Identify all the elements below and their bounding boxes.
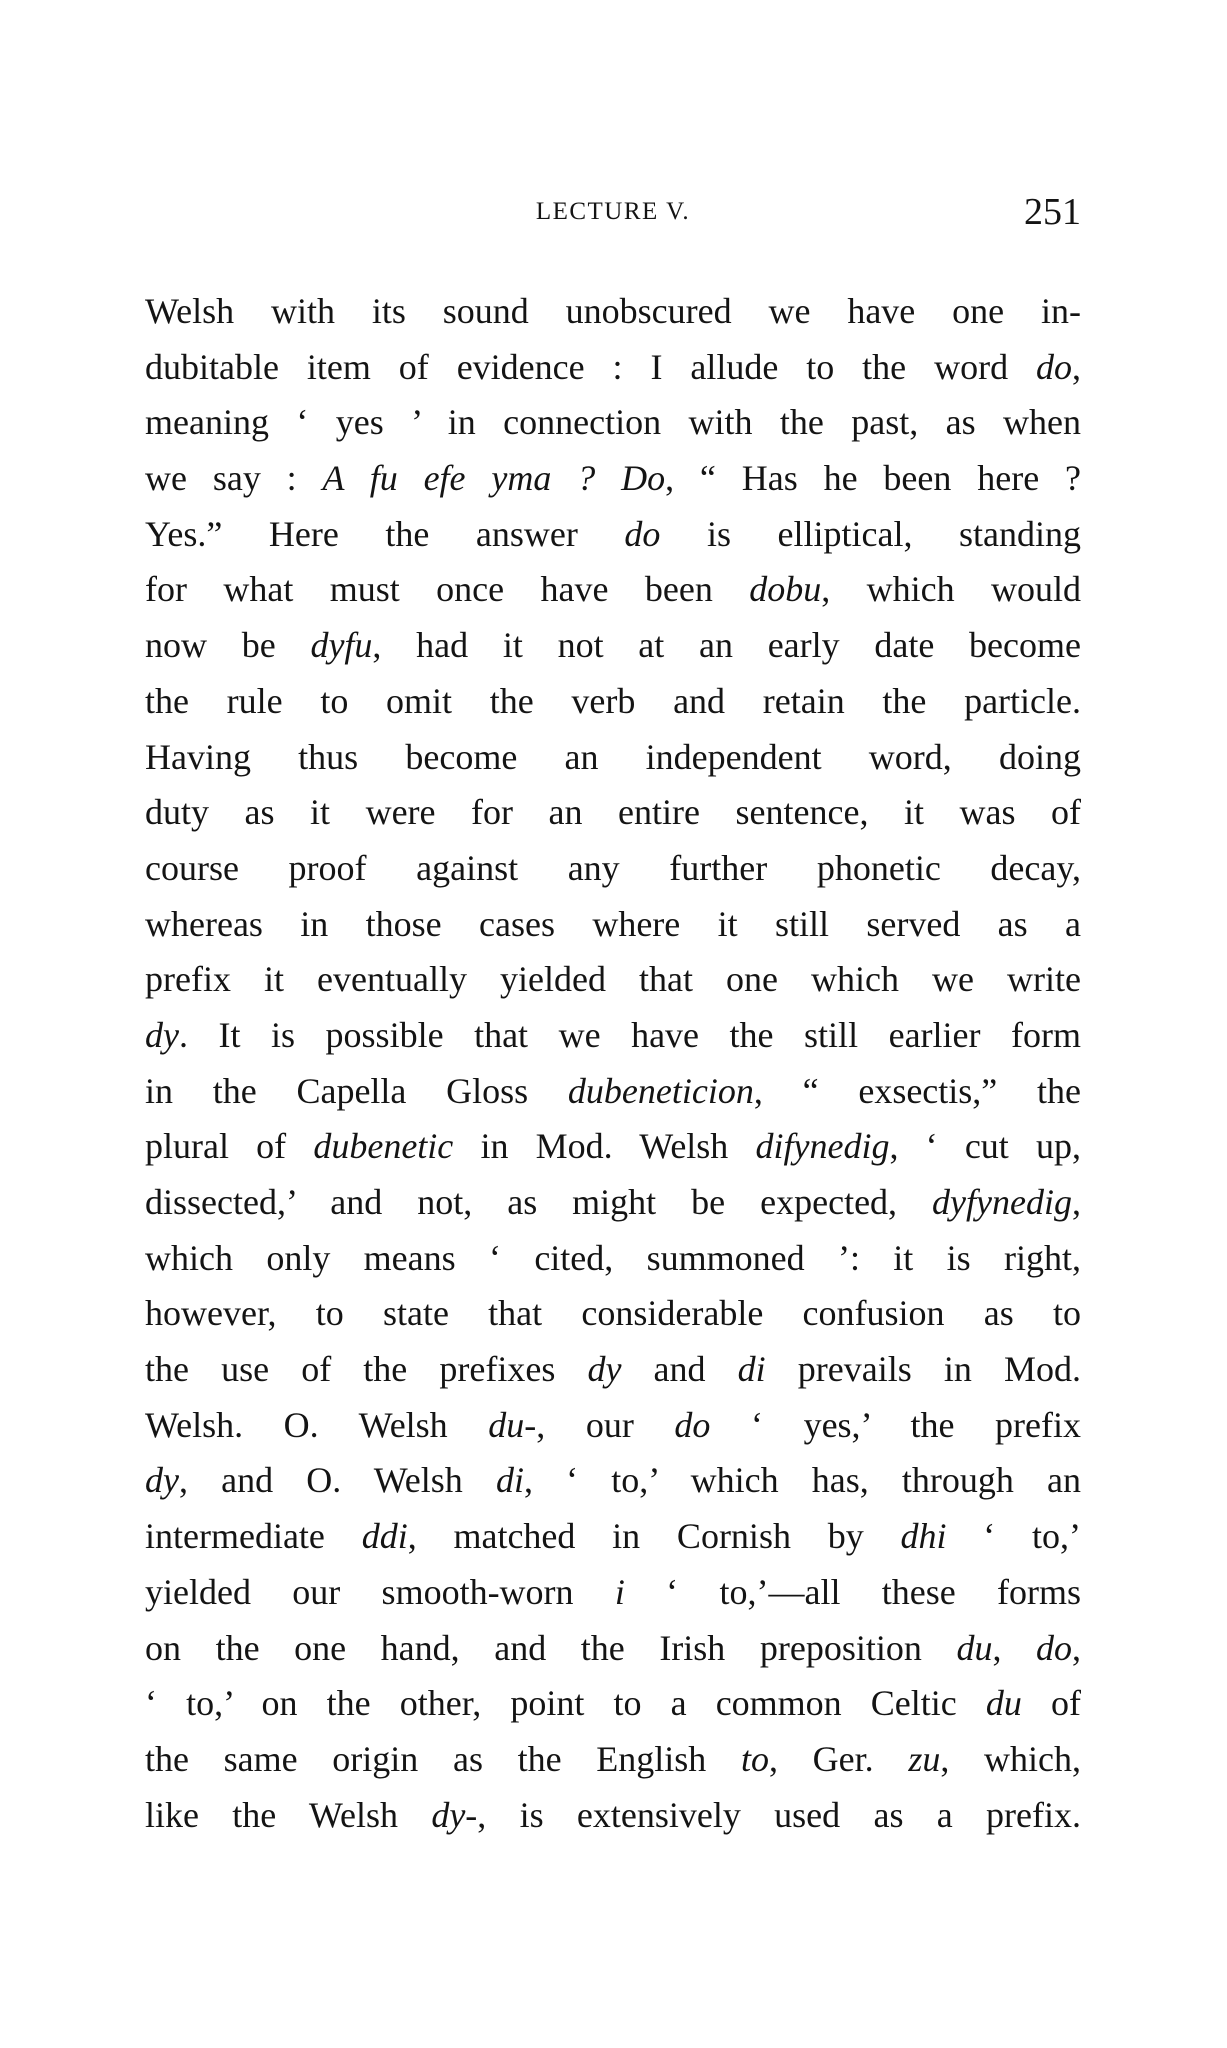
italic-term: difynedig: [755, 1126, 890, 1167]
text-line: [145, 1788, 1081, 1844]
text-segment: ‘ to,’ on the other, point to a common Celtic: [145, 1683, 986, 1724]
italic-term: du: [956, 1627, 993, 1668]
italic-term: dubenetic: [313, 1126, 454, 1167]
text-segment: , which,: [940, 1738, 1081, 1779]
text-segment: which only means ‘ cited, summoned ’: it is right,: [145, 1237, 1081, 1278]
text-segment: meaning ‘ yes ’ in connection with the past, as when: [145, 402, 1081, 443]
italic-term: A fu efe yma ? Do: [322, 458, 666, 499]
text-segment: we say :: [145, 458, 323, 499]
page-number: 251: [1024, 191, 1081, 233]
text-segment: Welsh with its sound unobscured we have one in-: [145, 291, 1081, 331]
text-segment: in Mod. Welsh: [453, 1126, 756, 1167]
italic-term: di: [495, 1460, 524, 1501]
text-segment: course proof against any further phonetic decay,: [145, 847, 1081, 888]
text-segment: on the one hand, and the Irish preposition: [145, 1627, 957, 1668]
italic-term: do: [674, 1404, 711, 1445]
text-segment: , ‘ cut up,: [889, 1126, 1081, 1167]
text-segment: . It is possible that we have the still earlier form: [178, 1014, 1081, 1055]
text-line: [145, 1008, 1081, 1064]
text-line: [145, 841, 1081, 897]
text-segment: Welsh. O. Welsh: [145, 1404, 489, 1445]
text-segment: , “ exsectis,” the: [753, 1070, 1081, 1111]
text-segment: now be: [145, 625, 311, 666]
text-segment: , had it not at an early date become: [372, 625, 1081, 666]
text-segment: Having thus become an independent word, doing: [145, 736, 1081, 777]
text-line: [145, 1621, 1081, 1677]
text-segment: Yes.” Here the answer: [145, 513, 625, 554]
text-segment: for what must once have been: [145, 569, 750, 610]
text-line: [145, 1286, 1081, 1342]
text-line: [145, 674, 1081, 730]
text-line: [145, 1676, 1081, 1732]
italic-term: i: [614, 1571, 625, 1612]
text-segment: yielded our smooth-worn: [145, 1571, 615, 1612]
italic-term: du: [985, 1683, 1022, 1724]
text-line: [145, 1398, 1081, 1454]
text-line: [145, 1453, 1081, 1509]
text-segment: duty as it were for an entire sentence, it was of: [145, 792, 1081, 833]
running-header: [145, 190, 1081, 234]
text-segment: , which would: [821, 569, 1081, 610]
text-line: [145, 730, 1081, 786]
text-line: [145, 1175, 1081, 1231]
text-line: [145, 1119, 1081, 1175]
text-segment: ,: [992, 1627, 1037, 1668]
text-line: [145, 952, 1081, 1008]
text-line: [145, 1342, 1081, 1398]
text-segment: , ‘ to,’ which has, through an: [523, 1460, 1081, 1501]
text-segment: prevails in Mod.: [765, 1349, 1081, 1390]
text-line: [145, 451, 1081, 507]
text-segment: prefix it eventually yielded that one which we write: [145, 959, 1081, 1000]
italic-term: dyfynedig: [932, 1182, 1072, 1222]
body-text: [145, 284, 1081, 1843]
text-segment: the use of the prefixes: [145, 1349, 588, 1390]
text-line: [145, 507, 1081, 563]
italic-term: dy: [145, 1460, 179, 1501]
text-line: [145, 1509, 1081, 1565]
text-segment: the rule to omit the verb and retain the particle.: [145, 680, 1081, 721]
text-line: [145, 785, 1081, 841]
text-line: [145, 1231, 1081, 1287]
italic-term: dy: [587, 1349, 622, 1390]
italic-term: ddi: [361, 1516, 408, 1557]
text-segment: the same origin as the English: [145, 1738, 741, 1779]
italic-term: dubeneticion: [567, 1070, 754, 1111]
text-line: [145, 897, 1081, 953]
italic-term: zu: [908, 1738, 941, 1779]
italic-term: do: [624, 513, 661, 554]
text-segment: ‘ yes,’ the prefix: [710, 1404, 1081, 1445]
italic-term: dy-: [431, 1794, 478, 1835]
text-line: [145, 1732, 1081, 1788]
italic-term: do: [1036, 1627, 1073, 1668]
text-segment: whereas in those cases where it still served as a: [145, 903, 1081, 944]
text-segment: and: [621, 1349, 738, 1390]
text-segment: , Ger.: [768, 1738, 909, 1779]
text-segment: of: [1021, 1683, 1081, 1724]
italic-term: dy: [145, 1014, 179, 1055]
text-line: [145, 340, 1081, 396]
chapter-heading: LECTURE V.: [535, 198, 691, 225]
italic-term: dyfu: [310, 625, 373, 666]
text-segment: however, to state that considerable confusion as to: [145, 1293, 1081, 1334]
text-segment: like the Welsh: [145, 1794, 432, 1835]
text-segment: intermediate: [145, 1516, 362, 1557]
italic-term: di: [737, 1349, 766, 1390]
italic-term: du-: [488, 1404, 537, 1445]
text-line: [145, 618, 1081, 674]
text-line: [145, 1064, 1081, 1120]
italic-term: dobu: [749, 569, 822, 610]
text-segment: dissected,’ and not, as might be expected,: [145, 1182, 933, 1222]
text-segment: ,: [1072, 1182, 1081, 1222]
text-segment: ‘ to,’: [946, 1516, 1081, 1557]
italic-term: do: [1036, 346, 1072, 387]
italic-term: dhi: [900, 1516, 947, 1557]
text-segment: , “ Has he been here ?: [665, 458, 1081, 499]
text-segment: ,: [1072, 1627, 1081, 1668]
text-line: [145, 284, 1081, 340]
text-segment: , our: [536, 1404, 675, 1445]
text-line: [145, 562, 1081, 618]
text-segment: is elliptical, standing: [660, 513, 1081, 554]
text-segment: , matched in Cornish by: [407, 1516, 901, 1557]
text-segment: in the Capella Gloss: [145, 1070, 568, 1111]
text-segment: , is extensively used as a prefix.: [477, 1794, 1081, 1835]
text-segment: ,: [1072, 346, 1081, 387]
text-segment: , and O. Welsh: [178, 1460, 496, 1501]
text-line: [145, 395, 1081, 451]
text-segment: plural of: [145, 1126, 314, 1167]
italic-term: to: [740, 1738, 769, 1779]
text-line: [145, 1565, 1081, 1621]
text-segment: dubitable item of evidence : I allude to the word: [145, 346, 1036, 387]
text-segment: ‘ to,’—all these forms: [624, 1571, 1081, 1612]
